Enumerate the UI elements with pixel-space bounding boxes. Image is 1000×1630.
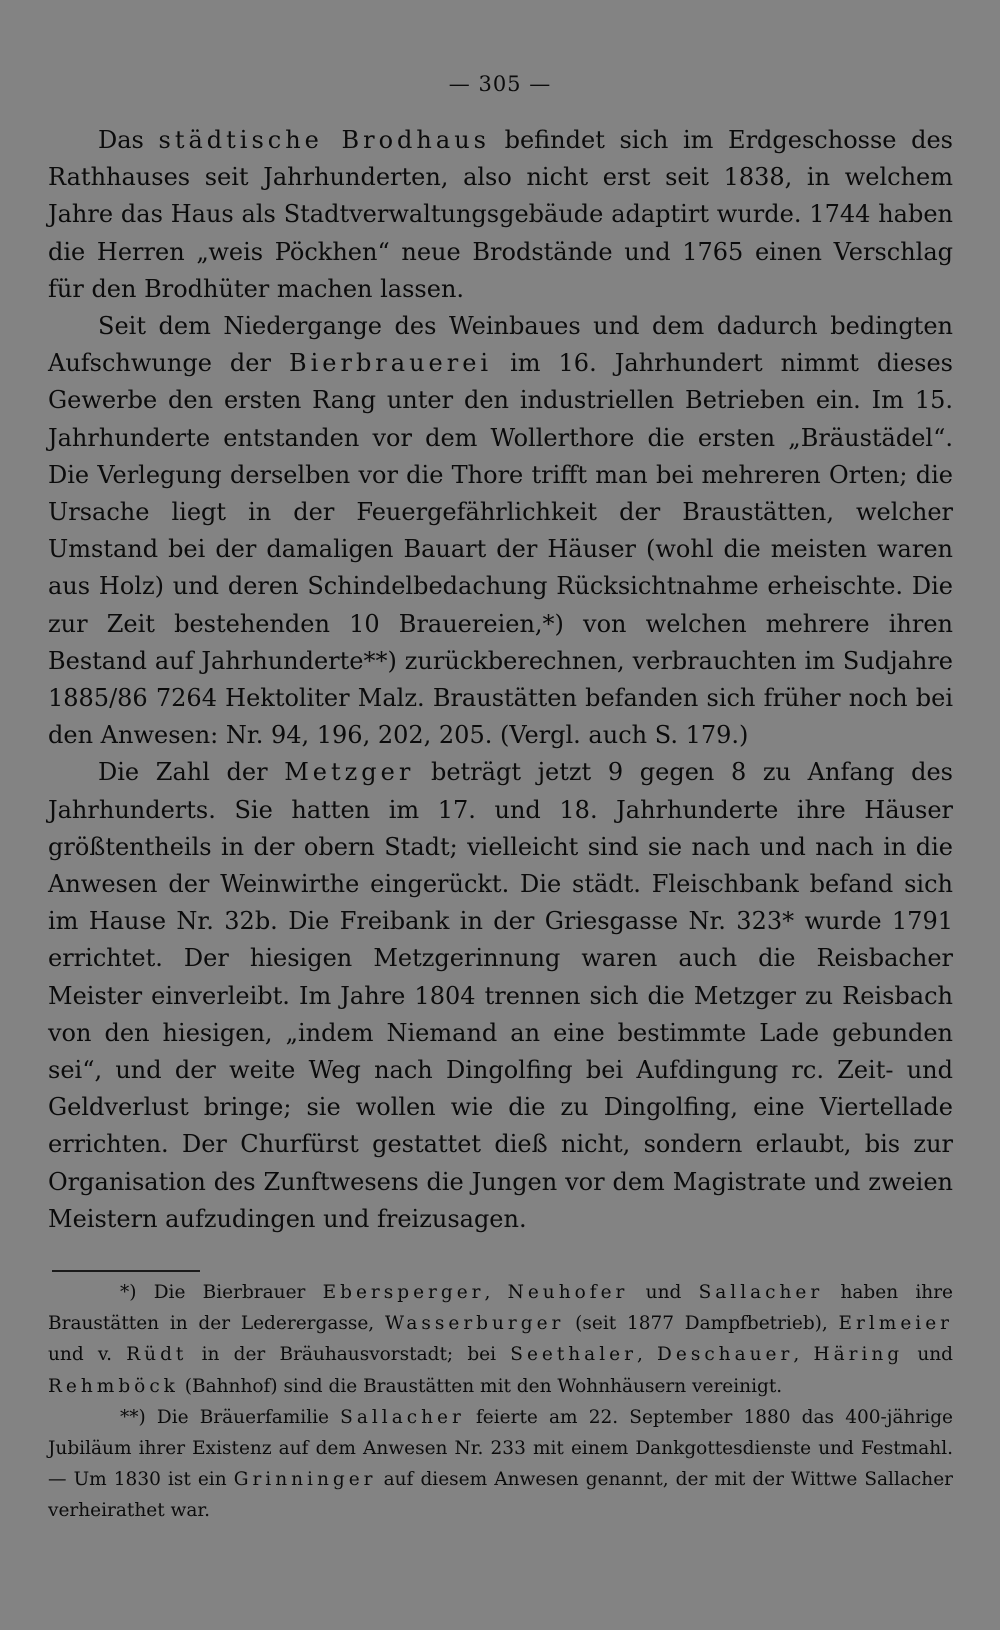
emphasis-span: Bierbrauerei: [288, 349, 493, 378]
footnote-sallacher: [48, 1402, 953, 1527]
text-span: im 16. Jahrhundert nimmt dieses Gewerbe den ersten Rang unter den industriellen Betrieben ein. Im 15. Jahrhunderte entstanden vor dem Wollerthore die ersten „Bräustädel“. Die Verlegung derselben vor die Thore trifft man bei mehreren Orten; die Ursache liegt in der Feuergefährlichkeit der Braustätten, welcher Umstand bei der damaligen Bauart der Häuser (wohl die meisten waren aus Holz) und deren Schindelbedachung Rücksichtnahme erheischte. Die zur Zeit bestehenden 10 Brauereien,*) von welchen mehrere ihren Bestand auf Jahrhunderte**) zurückberechnen, verbrauchten im Sudjahre 1885/86 7264 Hektoliter Malz. Braustätten befanden sich früher noch bei den Anwesen: Nr. 94, 196, 202, 205. (Vergl. auch S. 179.): [48, 349, 953, 750]
text-span: ,: [636, 1344, 658, 1366]
text-span: feierte am 22. September 1880 das 400-jährige Jubiläum ihrer Existenz auf dem Anwesen Nr. 233 mit einem Dankgottesdienste und Festmahl. — Um 1830 ist ein: [48, 1406, 953, 1491]
emphasis-span: städtische Brodhaus: [158, 126, 490, 154]
emphasis-span: Neuhofer: [507, 1282, 629, 1303]
emphasis-span: Rüdt: [126, 1344, 188, 1366]
main-text: [48, 122, 953, 1238]
paragraph-bierbrauerei: [48, 308, 953, 754]
text-span: und: [628, 1282, 699, 1303]
text-span: ,: [484, 1282, 508, 1303]
text-span: ,: [793, 1344, 814, 1366]
text-span: Das: [98, 126, 159, 154]
emphasis-span: Deschauer: [657, 1344, 794, 1366]
text-span: befindet sich im Erdgeschosse des Rathhauses seit Jahrhunderten, also nicht erst seit 1838, in welchem Jahre das Haus als Stadtverwaltungsgebäude adaptirt wurde. 1744 haben die Herren „weis Pöckhen“ neue Brodstände und 1765 einen Verschlag für den Brodhüter machen lassen.: [48, 126, 953, 303]
text-span: beträgt jetzt 9 gegen 8 zu Anfang des Jahrhunderts. Sie hatten im 17. und 18. Jahrhunderte ihre Häuser größtentheils in der obern Stadt; vielleicht sind sie nach und nach in die Anwesen der Weinwirthe eingerückt. Die städt. Fleischbank befand sich im Hause Nr. 32b. Die Freibank in der Griesgasse Nr. 323* wurde 1791 errichtet. Der hiesigen Metzgerinnung waren auch die Reisbacher Meister einverleibt. Im Jahre 1804 trennen sich die Metzger zu Reisbach von den hiesigen, „indem Niemand an eine bestimmte Lade gebunden sei“, und der weite Weg nach Dingolfing bei Aufdingung rc. Zeit- und Geldverlust bringe; sie wollen wie die zu Dingolfing, eine Viertellade errichten. Der Churfürst gestattet dieß nicht, sondern erlaubt, bis zur Organisation des Zunftwesens die Jungen vor dem Magistrate und zweien Meistern aufzudingen und freizusagen.: [48, 758, 953, 1233]
text-span: (seit 1877 Dampfbetrieb),: [564, 1313, 839, 1335]
paragraph-metzger: [48, 754, 953, 1238]
emphasis-span: Wasserburger: [384, 1313, 565, 1335]
text-span: und: [903, 1344, 954, 1366]
footnote-divider: [52, 1270, 200, 1272]
emphasis-span: Seethaler: [510, 1344, 637, 1366]
emphasis-span: Metzger: [284, 758, 415, 787]
emphasis-span: Häring: [813, 1344, 904, 1366]
emphasis-span: Grinninger: [233, 1469, 377, 1491]
text-span: (Bahnhof) sind die Braustätten mit den Wohnhäusern vereinigt.: [178, 1375, 783, 1397]
emphasis-span: Sallacher: [340, 1406, 465, 1428]
text-span: **) Die Bräuerfamilie: [120, 1406, 341, 1428]
emphasis-span: Ebersperger: [322, 1282, 485, 1303]
footnote-brauereien: [48, 1277, 953, 1402]
text-span: auf diesem Anwesen genannt, der mit der Wittwe Sallacher verheirathet war.: [48, 1469, 953, 1522]
page-number: — 305 —: [448, 72, 552, 96]
text-span: Die Zahl der: [98, 758, 285, 787]
text-span: haben ihre Braustätten in der Lederergasse,: [48, 1282, 953, 1335]
emphasis-span: Erlmeier: [838, 1313, 953, 1335]
emphasis-span: Rehmböck: [48, 1375, 179, 1397]
text-span: Seit dem Niedergange des Weinbaues und dem dadurch bedingten Aufschwunge der: [48, 312, 953, 378]
text-span: und v.: [48, 1344, 127, 1366]
text-span: in der Bräuhausvorstadt; bei: [187, 1344, 511, 1366]
paragraph-brodhaus: [48, 122, 953, 308]
text-span: *) Die Bierbrauer: [120, 1282, 323, 1303]
emphasis-span: Sallacher: [698, 1282, 824, 1303]
footnotes: [48, 1277, 953, 1527]
